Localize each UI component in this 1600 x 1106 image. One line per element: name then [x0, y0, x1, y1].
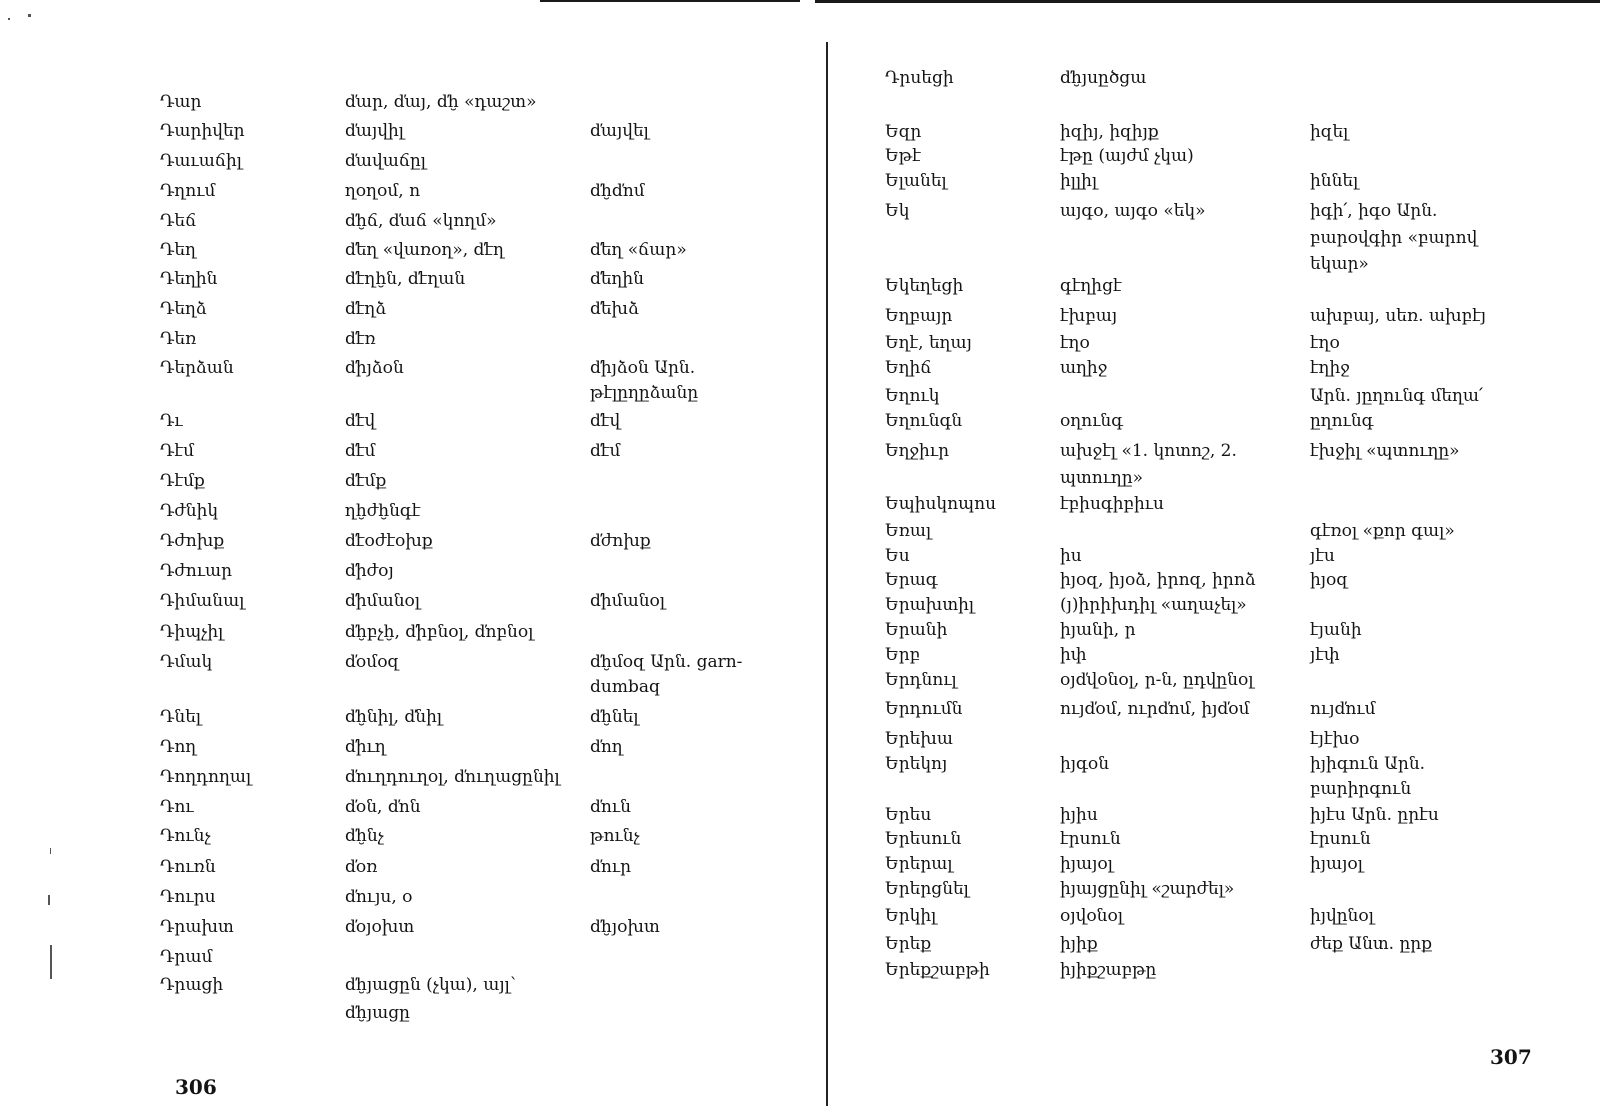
variant-form: իննել	[1310, 171, 1359, 191]
headword: Դու	[160, 797, 194, 817]
scan-edge-top-left	[540, 0, 800, 2]
dialect-form: գէղիցէ	[1060, 276, 1122, 296]
headword: Դերձան	[160, 358, 234, 378]
book-gutter	[826, 42, 828, 1106]
variant-form: ույďում	[1310, 699, 1376, 719]
variant-form: ďէվ	[590, 411, 621, 431]
dialect-form: իփ	[1060, 645, 1087, 665]
variant-form: ախբայ, սեռ. ախբէյ	[1310, 306, 1487, 326]
dialect-form: ďէղḫն, ďէղան	[345, 269, 466, 289]
dialect-form: իյիք	[1060, 934, 1098, 954]
variant-form: յէս	[1310, 546, 1335, 566]
dialect-form: ďḫնիլ, ďնիլ	[345, 707, 443, 727]
variant-form: էյանի	[1310, 620, 1362, 640]
headword: Երբ	[885, 645, 921, 665]
headword: Եղիճ	[885, 358, 932, 378]
dialect-form: ďավաճըլ	[345, 151, 426, 171]
headword: Դրախտ	[160, 917, 234, 937]
headword: Եպիսկոպոս	[885, 494, 997, 514]
dialect-form: ďիւղ	[345, 737, 386, 757]
dialect-form: ďէմք	[345, 471, 387, 491]
headword: Դղում	[160, 181, 216, 201]
headword: Երեսուն	[885, 829, 962, 849]
variant-form: էղօ	[1310, 333, 1340, 353]
scan-mark	[8, 18, 10, 20]
dialect-form: իյգօն	[1060, 754, 1110, 774]
headword: Եթէ	[885, 146, 921, 166]
headword: Երանի	[885, 620, 948, 640]
dialect-form: էթը (այժմ չկա)	[1060, 146, 1194, 166]
headword: Դրամ	[160, 947, 213, 967]
dialect-form: իս	[1060, 546, 1082, 566]
headword: Երագ	[885, 570, 938, 590]
variant-form: ďէմ	[590, 441, 621, 461]
dialect-form: էխբայ	[1060, 306, 1118, 326]
variant-form: իյէս Արն. ըրէս	[1310, 805, 1439, 825]
variant-form: ďḫմօզ Արն. garn-	[590, 652, 743, 672]
dialect-form: իզիյ, իզիյք	[1060, 122, 1159, 142]
variant-form: յէփ	[1310, 645, 1340, 665]
headword: Երեկոյ	[885, 754, 948, 774]
variant-form: ďḫնել	[590, 707, 639, 727]
dialect-form: իյօզ, իյօձ, իրոզ, իրոձ	[1060, 570, 1256, 590]
variant-form: ďեխձ	[590, 299, 639, 319]
scan-mark	[28, 14, 31, 17]
dialect-form: իլլիլ	[1060, 171, 1098, 191]
headword: Դնել	[160, 707, 202, 727]
dialect-form: ďիժօյ	[345, 561, 394, 581]
headword: Դիմանալ	[160, 591, 245, 611]
variant-form: ďեղին	[590, 269, 644, 289]
dialect-form: պտուղը»	[1060, 468, 1144, 488]
variant-form: իյայօլ	[1310, 854, 1363, 874]
headword: Դող	[160, 737, 197, 757]
dialect-form: ախջէլ «1. կոտոշ, 2.	[1060, 441, 1237, 461]
headword: Դրացի	[160, 975, 224, 995]
dialect-form: ďḫյացըն (չկա), այլ՝	[345, 975, 516, 995]
headword: Եղբայր	[885, 306, 953, 326]
variant-form: իյվընօլ	[1310, 906, 1374, 926]
dialect-form: ďիյձօն	[345, 358, 404, 378]
headword: Դմակ	[160, 652, 213, 672]
headword: Դաւաճիլ	[160, 151, 242, 171]
dialect-form: օյďվօնօլ, ր-ն, ըդվընօլ	[1060, 670, 1254, 690]
headword: Եզր	[885, 122, 922, 142]
variant-form: ďեղ «ճար»	[590, 240, 687, 260]
dialect-form: ďուղդուղօլ, ďուղացընիլ	[345, 767, 560, 787]
headword: Եղուկ	[885, 386, 940, 406]
headword: Ես	[885, 546, 910, 566]
dialect-form: ďօյօխտ	[345, 917, 415, 937]
headword: Դրսեցի	[885, 68, 954, 88]
variant-form: իզել	[1310, 122, 1349, 142]
dialect-form: ďեղ «վառօղ», ďէղ	[345, 240, 504, 260]
dialect-form: իյայցընիլ «շարժել»	[1060, 879, 1235, 899]
dialect-form: ďḫյսըծցա	[1060, 68, 1147, 88]
variant-form: dumbaq	[590, 677, 660, 697]
scan-mark	[50, 945, 52, 979]
headword: Դեճ	[160, 211, 197, 231]
headword: Դեղ	[160, 240, 196, 260]
variant-form: ďուր	[590, 857, 632, 877]
dialect-form: ďḫբչḫ, ďիբնօլ, ďոբնօլ	[345, 622, 534, 642]
headword: Դէմ	[160, 441, 195, 461]
dialect-form: ďույս, օ	[345, 887, 413, 907]
variant-form: ďḫďոմ	[590, 181, 645, 201]
variant-form: էխջիլ «պտուղը»	[1310, 441, 1460, 461]
headword: Եկ	[885, 201, 910, 221]
left-page-number: 306	[175, 1075, 217, 1099]
variant-form: ďժոխք	[590, 531, 651, 551]
dialect-form: ďḫճ, ďաճ «կողմ»	[345, 211, 497, 231]
variant-form: ըղունգ	[1310, 411, 1374, 431]
variant-form: ďḫյօխտ	[590, 917, 660, 937]
variant-form: թունչ	[590, 826, 640, 846]
dialect-form: ďḫնչ	[345, 826, 384, 846]
variant-form: թէլըղըձանը	[590, 383, 699, 403]
scan-mark	[50, 848, 51, 854]
dialect-form: աղիջ	[1060, 358, 1108, 378]
dialect-form: օղունգ	[1060, 411, 1124, 431]
variant-form: էղիջ	[1310, 358, 1350, 378]
dialect-form: էրսուն	[1060, 829, 1121, 849]
dialect-form: ďօմօզ	[345, 652, 400, 672]
dialect-form: ղօղօմ, ո	[345, 181, 421, 201]
headword: Դէմք	[160, 471, 205, 491]
headword: Դունչ	[160, 826, 211, 846]
dialect-form: ďօն, ďոն	[345, 797, 421, 817]
dialect-form: ďար, ďայ, ďḫ «դաշտ»	[345, 92, 537, 112]
dialect-form: այգօ, այգօ «եկ»	[1060, 201, 1206, 221]
headword: Դուռն	[160, 857, 216, 877]
headword: Դւ	[160, 411, 183, 431]
headword: Երեքշաբթի	[885, 960, 990, 980]
dialect-form: (յ)իրիխդիլ «աղաչել»	[1060, 595, 1247, 615]
variant-form: բարօվգիր «բարով	[1310, 228, 1478, 248]
variant-form: էրսուն	[1310, 829, 1371, 849]
headword: Դեղին	[160, 269, 218, 289]
headword: Եղջիւր	[885, 441, 950, 461]
variant-form: ժեք Անտ. ըրք	[1310, 934, 1433, 954]
dialect-form: ďօռ	[345, 857, 378, 877]
headword: Դժուար	[160, 561, 233, 581]
variant-form: Արն. յըղունգ մեղա՛	[1310, 386, 1483, 406]
variant-form: ďիյձօն Արն.	[590, 358, 696, 378]
variant-form: իգի՛, իգօ Արն.	[1310, 201, 1438, 221]
headword: Դուրս	[160, 887, 216, 907]
headword: Երկիլ	[885, 906, 937, 926]
dialect-form: ďիմանօլ	[345, 591, 421, 611]
dialect-form: ďէմ	[345, 441, 376, 461]
headword: Դժոխք	[160, 531, 225, 551]
dialect-form: օյվօնօլ	[1060, 906, 1124, 926]
dialect-form: ďէռ	[345, 329, 376, 349]
dialect-form: իյայօլ	[1060, 854, 1113, 874]
scan-mark	[48, 895, 50, 905]
variant-form: իյօզ	[1310, 570, 1349, 590]
headword: Դեղձ	[160, 299, 207, 319]
headword: Եղունգն	[885, 411, 963, 431]
headword: Եռալ	[885, 521, 932, 541]
dialect-form: ույďօմ, ուրďոմ, իյďօմ	[1060, 699, 1250, 719]
variant-form: եկար»	[1310, 254, 1369, 274]
headword: Երերցնել	[885, 879, 969, 899]
headword: Երեխա	[885, 729, 953, 749]
headword: Երդնուլ	[885, 670, 957, 690]
headword: Երախտիլ	[885, 595, 975, 615]
dialect-form: ďէօժէօխք	[345, 531, 433, 551]
headword: Եղէ, եղայ	[885, 333, 972, 353]
variant-form: գէռօլ «քոր գալ»	[1310, 521, 1455, 541]
dialect-form: իյիս	[1060, 805, 1098, 825]
dialect-form: էղօ	[1060, 333, 1090, 353]
variant-form: ďայվել	[590, 121, 649, 141]
headword: Երեք	[885, 934, 932, 954]
headword: Երդումն	[885, 699, 963, 719]
headword: Երես	[885, 805, 932, 825]
headword: Դար	[160, 92, 202, 112]
headword: Դեռ	[160, 329, 197, 349]
dialect-form: ďէվ	[345, 411, 376, 431]
variant-form: ďող	[590, 737, 623, 757]
variant-form: ďիմանօլ	[590, 591, 666, 611]
variant-form: բարիրգուն	[1310, 779, 1412, 799]
variant-form: էյէխօ	[1310, 729, 1360, 749]
variant-form: ďուն	[590, 797, 631, 817]
dialect-form: ďէղձ	[345, 299, 387, 319]
headword: Եկեղեցի	[885, 276, 964, 296]
headword: Դողդողալ	[160, 767, 252, 787]
dialect-form: իյանի, ր	[1060, 620, 1136, 640]
right-page-number: 307	[1490, 1045, 1532, 1069]
dialect-form: ďḫյացը	[345, 1003, 410, 1023]
dialect-form: ղḫժḫնգէ	[345, 501, 421, 521]
headword: Դժնիկ	[160, 501, 219, 521]
dialect-form: իյիքշաբթը	[1060, 960, 1157, 980]
headword: Ելանել	[885, 171, 947, 191]
variant-form: իյիգուն Արն.	[1310, 754, 1426, 774]
scan-edge-top-right	[815, 0, 1600, 3]
dialect-form: ďայվիլ	[345, 121, 404, 141]
dialect-form: էբիսգիբիւս	[1060, 494, 1164, 514]
headword: Երերալ	[885, 854, 953, 874]
headword: Դիպչիլ	[160, 622, 224, 642]
headword: Դարիվեր	[160, 121, 245, 141]
